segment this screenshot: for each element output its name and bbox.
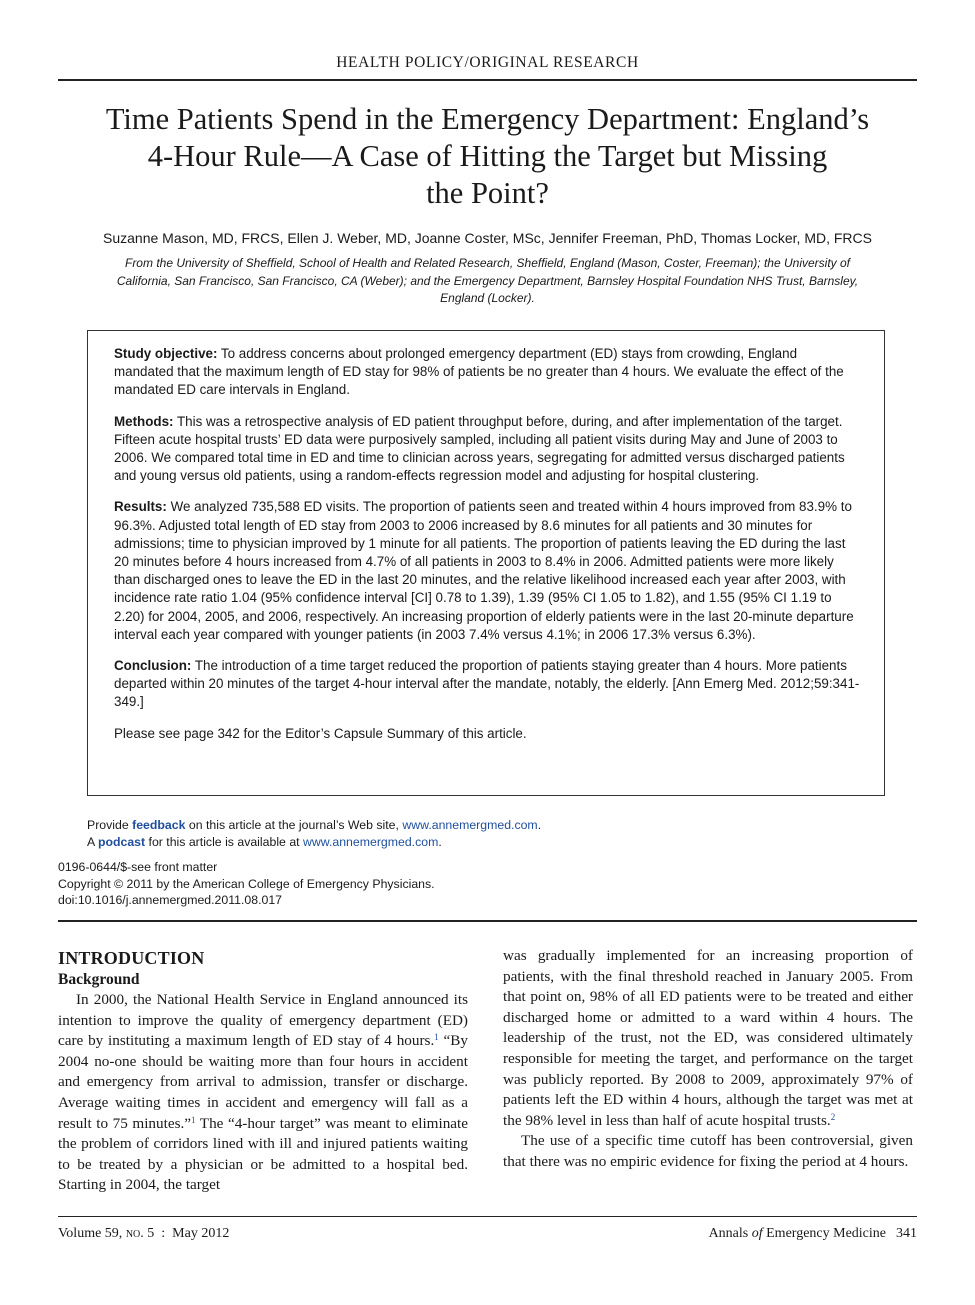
results-label: Results:: [114, 499, 167, 515]
affiliation-line-2: California, San Francisco, San Francisco, CA (Weber); and the Emergency Department, Barnsley Hospital Foundation NHS Trust, Barnsley,: [116, 273, 859, 288]
title-line-2: 4-Hour Rule—A Case of Hitting the Target but Missing: [147, 139, 828, 173]
reference-2[interactable]: 2: [830, 1111, 836, 1122]
intro-paragraph-2: The use of a specific time cutoff has been controversial, given that there was no empiric evidence for fixing the period at 4 hours.: [503, 1132, 913, 1170]
abstract-conclusion: [114, 657, 860, 712]
journal-site-link[interactable]: www.annemergmed.com: [402, 818, 538, 832]
feedback-link[interactable]: feedback: [132, 818, 186, 832]
header-rule: [58, 79, 917, 81]
introduction-heading: INTRODUCTION: [58, 948, 205, 968]
abstract-box: [87, 330, 885, 796]
intro-paragraph-1: In 2000, the National Health Service in England announced its intention to improve the quality of emergency department (ED) care by instituting a maximum length of ED stay of 4 hours.$^1$ “By 2004 no-one should be waiting more than four hours in accident and emergency from arrival to admission, transfer or discharge. Average waiting times in accident and emergency will fall as a result to 75 minutes.”$^1$ The “4-hour target” was meant to eliminate the problem of corridors lined with ill and injured patients waiting to be treated by a physician or be admitted to a hospital bed. Starting in 2004, the target: [58, 991, 469, 1194]
results-text: We analyzed 735,588 ED visits. The proportion of patients seen and treated within 4 hours improved from 83.9% to 96.3%. Adjusted total length of ED stay from 2003 to 2006 increased by 8.6 minutes for all patients and 30 minutes for admissions; time to physician improved by 1 minute for all patients. The proportion of patients leaving the ED during the last 20 minutes before 4 hours increased from 4.7% of all patients in 2003 to 8.4% in 2006. Admitted patients were more likely than discharged ones to leave the ED in the last 20 minutes, and the relative likelihood increased each year after 2003, with incidence rate ratio 1.04 (95% confidence interval [CI] 0.78 to 1.39), 1.39 (95% CI 1.05 to 1.82), and 1.55 (95% CI 1.19 to 2.20) for 2004, 2005, and 2006, respectively. An increasing proportion of elderly patients were in the last 20-minute departure interval each year compared with younger patients (in 2003 7.4% versus 4.1%; in 2006 17.3% versus 6.3%).: [114, 499, 854, 642]
footer-volume: Volume 59, no. 5 : May 2012: [58, 1226, 230, 1241]
capsule-summary-note: Please see page 342 for the Editor’s Capsule Summary of this article.: [114, 725, 527, 741]
title-line-3: the Point?: [426, 176, 549, 210]
front-matter: [58, 859, 435, 909]
body-column-left: [58, 946, 468, 1196]
doi-line: doi:10.1016/j.annemergmed.2011.08.017: [58, 893, 283, 908]
reference-1[interactable]: 1: [434, 1032, 439, 1043]
title-line-1: Time Patients Spend in the Emergency Department: England’s: [105, 102, 870, 136]
affiliations: [78, 255, 897, 308]
conclusion-label: Conclusion:: [114, 658, 192, 674]
conclusion-text: The introduction of a time target reduced the proportion of patients staying greater than 4 hours. More patients departed within 20 minutes of the target 4-hour interval after the mandate, notably, the elderly. [Ann Emerg Med. 2012;59:341-349.]: [114, 658, 860, 710]
body-rule: [58, 920, 917, 922]
footer-journal: Annals of Emergency Medicine 341: [708, 1226, 917, 1241]
objective-label: Study objective:: [114, 346, 218, 361]
abstract-results: [114, 498, 860, 644]
page-number: 341: [896, 1226, 917, 1241]
body-column-right: [503, 946, 913, 1173]
objective-text: To address concerns about prolonged emergency department (ED) stays from crowding, England mandated that the maximum length of ED stay for 98% of patients be no greater than 4 hours. We evaluate the effect of the mandated ED care intervals in England.: [114, 346, 844, 398]
abstract-objective: [114, 345, 860, 400]
podcast-line: A podcast for this article is available at www.annemergmed.com.: [87, 835, 442, 849]
intro-paragraph-1-cont: was gradually implemented for an increasing proportion of patients, with the final threshold reached in January 2005. From that point on, 98% of all ED patients were to be treated and either discharged home or admitted to a ward within 4 hours. The leadership of the trust, not the ED, was considered ultimately responsible for meeting the target, and performance on the target was publicly reported. By 2008 to 2009, approximately 97% of patients left the ED within 4 hours, although the target was met at the 98% level in less than half of acute hospital trusts.$^2$: [503, 947, 913, 1129]
methods-text: This was a retrospective analysis of ED patient throughput before, during, and after implementation of the target. Fifteen acute hospital trusts’ ED data were purposively sampled, including all patient visits during May and June of 2003 to 2006. We compared total time in ED and time to clinician across years, segregating for admitted versus discharged patients and young versus old patients, using a random-effects regression model and adjusting for hospital clustering.: [114, 413, 845, 484]
background-heading: Background: [58, 971, 140, 988]
article-title: [60, 101, 915, 212]
feedback-line: Provide feedback on this article at the journal’s Web site, www.annemergmed.com.: [87, 818, 542, 832]
author-list: Suzanne Mason, MD, FRCS, Ellen J. Weber, MD, Joanne Coster, MSc, Jennifer Freeman, PhD, Thomas Locker, MD, FRCS: [103, 230, 872, 246]
copyright-line: Copyright © 2011 by the American College of Emergency Physicians.: [58, 876, 435, 891]
methods-label: Methods:: [114, 413, 174, 429]
podcast-link[interactable]: podcast: [97, 835, 146, 849]
reference-1-repeat[interactable]: 1: [191, 1114, 196, 1125]
affiliation-line-1: From the University of Sheffield, School of Health and Related Research, Sheffield, England (Mason, Coster, Freeman); the University of: [124, 256, 850, 270]
footer-rule: [58, 1216, 917, 1217]
affiliation-line-3: England (Locker).: [440, 291, 535, 305]
article-links: [87, 817, 541, 851]
abstract-methods: [114, 413, 860, 486]
section-header: HEALTH POLICY/ORIGINAL RESEARCH: [336, 54, 639, 71]
issn-line: 0196-0644/$-see front matter: [58, 860, 218, 874]
podcast-site-link[interactable]: www.annemergmed.com: [303, 835, 439, 849]
